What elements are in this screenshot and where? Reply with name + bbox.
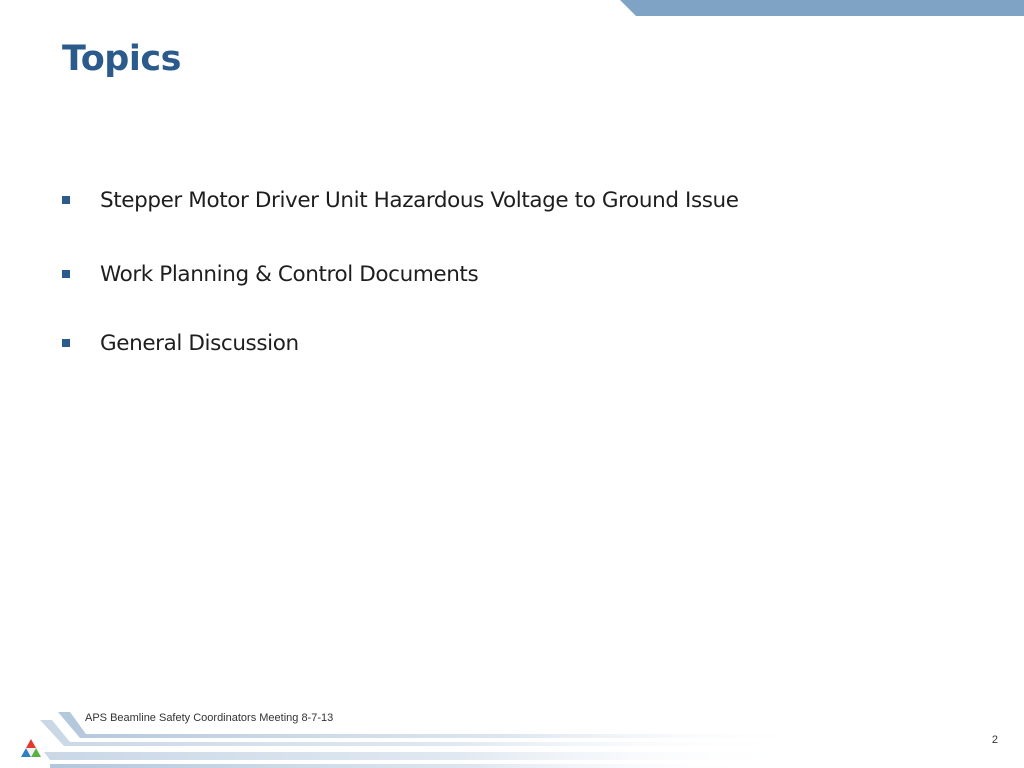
- page-number: 2: [991, 734, 998, 746]
- argonne-triangle-logo-icon: [20, 738, 42, 758]
- top-decorative-bar: [0, 0, 1024, 16]
- slide-title: Topics: [62, 39, 181, 79]
- bullet-text: Work Planning & Control Documents: [100, 261, 479, 287]
- bullet-square-icon: [62, 196, 70, 204]
- footer-meeting-text: APS Beamline Safety Coordinators Meeting 8-7-13: [85, 712, 334, 724]
- bullet-square-icon: [62, 339, 70, 347]
- bullet-text: Stepper Motor Driver Unit Hazardous Voltage to Ground Issue: [100, 187, 739, 213]
- bullet-text: General Discussion: [100, 330, 299, 356]
- bullet-square-icon: [62, 270, 70, 278]
